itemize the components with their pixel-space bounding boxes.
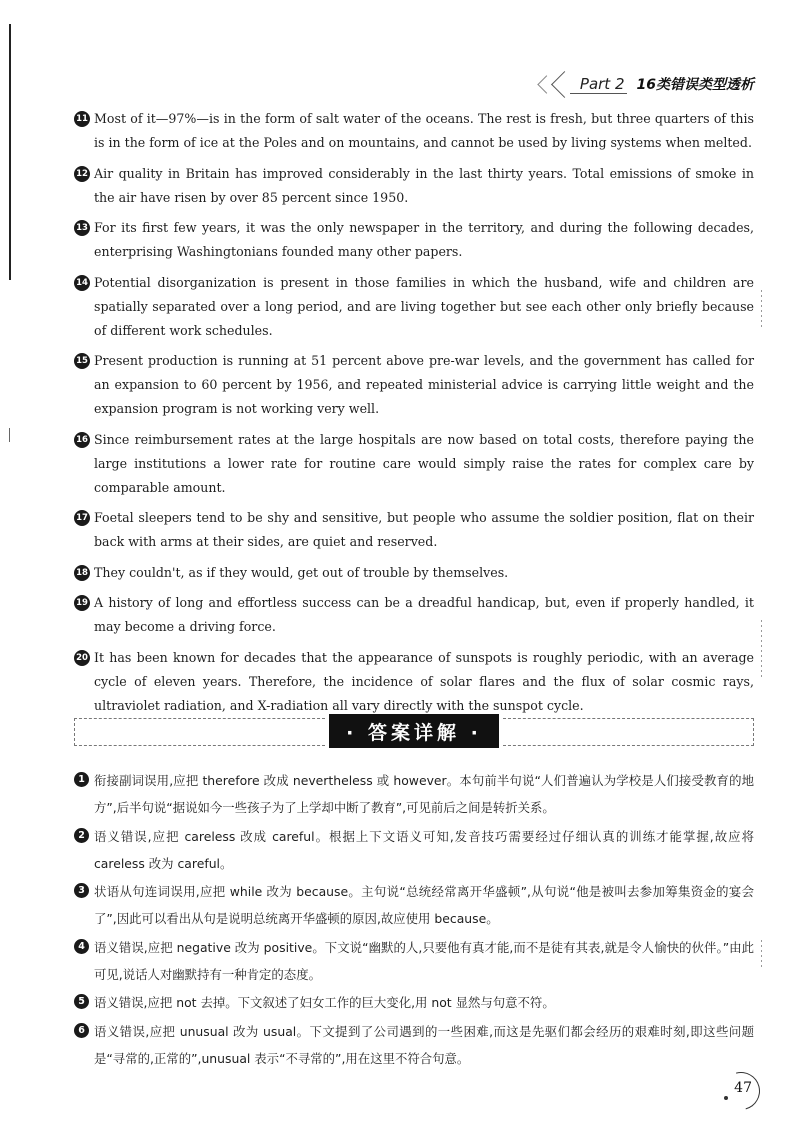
answer-text: 状语从句连词误用,应把 while 改为 because。主句说“总统经常离开华盛顿”,从句说“他是被叫去参加筹集资金的宴会了”,因此可以看出从句是说明总统离开华盛顿的原因,故应使用 because。 (94, 884, 754, 926)
number-badge: 12 (74, 166, 90, 182)
number-badge: 20 (74, 650, 90, 666)
answer-item (74, 934, 754, 988)
exercise-text: Since reimbursement rates at the large hospitals are now based on total costs, therefore paying the large institutions a lower rate for routine care would simply raise the rates for complex care by comparable amount. (94, 431, 754, 495)
right-margin-ticks (761, 290, 762, 330)
exercise-text: It has been known for decades that the appearance of sunspots is roughly periodic, with an average cycle of eleven years. Therefore, the incidence of solar flares and the flux of solar cosmic rays, ultraviolet radiation, and X-radiation all vary directly with the sunspot cycle. (94, 649, 754, 713)
exercise-text: Air quality in Britain has improved considerably in the last thirty years. Total emissions of smoke in the air have risen by over 85 percent since 1950. (94, 165, 754, 205)
exercise-text: They couldn't, as if they would, get out of trouble by themselves. (94, 564, 509, 580)
answer-item (74, 989, 754, 1016)
answer-text: 语义错误,应把 careless 改成 careful。根据上下文语义可知,发音技巧需要经过仔细认真的训练才能掌握,故应将 careless 改为 careful。 (94, 828, 754, 871)
exercise-item (74, 646, 754, 718)
exercise-item (74, 216, 754, 264)
exercise-text: Present production is running at 51 percent above pre-war levels, and the government has called for an expansion to 60 percent by 1956, and repeated ministerial advice is carrying little weight and the expansion program is not working very well. (94, 353, 754, 416)
section-title: 16类错误类型透析 (636, 77, 754, 93)
exercise-item (74, 162, 754, 210)
page-number-text: 47 (734, 1080, 752, 1096)
number-badge: 5 (74, 994, 89, 1009)
exercise-text: Potential disorganization is present in those families in which the husband, wife and children are spatially separated over a long period, and are living together but see each other only briefly because of different work schedules. (94, 274, 754, 338)
number-badge: 4 (74, 939, 89, 954)
number-badge: 1 (74, 772, 89, 787)
answer-item (74, 823, 754, 877)
exercise-item (74, 107, 754, 155)
exercise-item (74, 428, 754, 500)
number-badge: 2 (74, 828, 89, 843)
number-badge: 14 (74, 275, 90, 291)
answer-section-banner (74, 714, 754, 748)
right-margin-ticks (761, 940, 762, 970)
number-badge: 3 (74, 883, 89, 898)
exercise-item (74, 561, 754, 585)
number-badge: 13 (74, 220, 90, 236)
answer-item (74, 767, 754, 821)
exercise-text: Most of it—97%—is in the form of salt water of the oceans. The rest is fresh, but three quarters of this is in the form of ice at the Poles and on mountains, and cannot be used by living systems when melted. (94, 111, 754, 150)
exercise-list (74, 107, 754, 724)
part-label: Part 2 (570, 75, 627, 94)
answer-item (74, 878, 754, 932)
exercise-item (74, 271, 754, 343)
answer-item (74, 1018, 754, 1072)
exercise-item (74, 506, 754, 554)
number-badge: 15 (74, 353, 90, 369)
answer-text: 语义错误,应把 not 去掉。下文叙述了妇女工作的巨大变化,用 not 显然与句意不符。 (94, 995, 555, 1010)
number-badge: 19 (74, 595, 90, 611)
number-badge: 16 (74, 432, 90, 448)
number-badge: 17 (74, 510, 90, 526)
divider (503, 718, 754, 746)
left-margin-tick (9, 428, 10, 442)
right-margin-ticks (761, 620, 762, 680)
number-badge: 18 (74, 565, 90, 581)
running-header (540, 74, 754, 94)
answer-list (74, 767, 754, 1073)
page-number-dot (724, 1096, 728, 1100)
exercise-text: Foetal sleepers tend to be shy and sensitive, but people who assume the soldier position, flat on their back with arms at their sides, are quiet and reserved. (94, 510, 754, 549)
exercise-item (74, 349, 754, 421)
answer-text: 衔接副词误用,应把 therefore 改成 nevertheless 或 however。本句前半句说“人们普遍认为学校是人们接受教育的地方”,后半句说“据说如今一些孩子为了上学却中断了教育”,可见前后之间是转折关系。 (94, 773, 754, 815)
exercise-text: A history of long and effortless success can be a dreadful handicap, but, even if properly handled, it may become a driving force. (94, 595, 754, 634)
page-number (716, 1072, 760, 1108)
answer-section-title: · 答案详解 · (329, 714, 499, 748)
number-badge: 11 (74, 111, 90, 127)
number-badge: 6 (74, 1023, 89, 1038)
divider (74, 718, 325, 746)
exercise-item (74, 591, 754, 639)
answer-text: 语义错误,应把 negative 改为 positive。下文说“幽默的人,只要他有真才能,而不是徒有其表,就是令人愉快的伙伴。”由此可见,说话人对幽默持有一种肯定的态度。 (94, 939, 754, 982)
left-margin-rule (9, 24, 11, 280)
answer-text: 语义错误,应把 unusual 改为 usual。下文提到了公司遇到的一些困难,而这是先驱们都会经历的艰难时刻,即这些问题是“寻常的,正常的”,unusual 表示“不寻常的”,用在这里不符合句意。 (94, 1023, 754, 1066)
exercise-text: For its first few years, it was the only newspaper in the territory, and during the following decades, enterprising Washingtonians founded many other papers. (94, 220, 754, 259)
